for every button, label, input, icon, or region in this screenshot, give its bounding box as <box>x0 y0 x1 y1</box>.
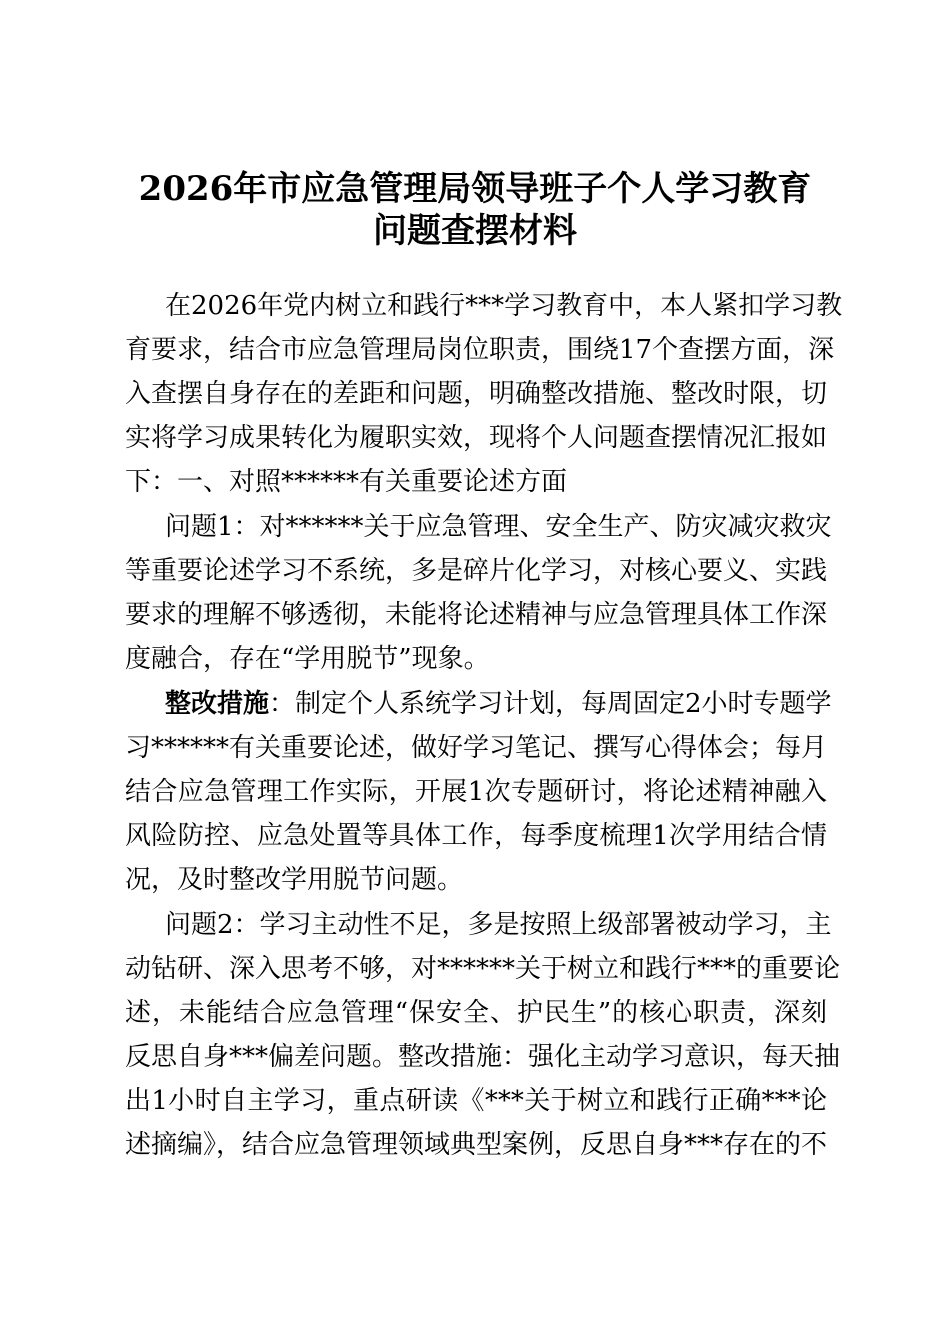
intro-paragraph <box>125 284 843 504</box>
text-line: 习******有关重要论述，做好学习笔记、撰写心得体会；每月 <box>125 733 828 763</box>
text-line: 入查摆自身存在的差距和问题，明确整改措施、整改时限，切 <box>125 379 828 409</box>
text-line: 风险防控、应急处置等具体工作，每季度梳理1次学用结合情 <box>125 821 827 851</box>
document-title-line-1: 2026年市应急管理局领导班子个人学习教育 <box>138 169 812 209</box>
text-line: 问题1：对******关于应急管理、安全生产、防灾减灾救灾 <box>165 512 832 542</box>
text-line: 下：一、对照******有关重要论述方面 <box>125 467 568 497</box>
bold-lead: 整改措施 <box>165 689 270 719</box>
text-line: 要求的理解不够透彻，未能将论述精神与应急管理具体工作深 <box>125 600 828 630</box>
text-line: 述，未能结合应急管理“保安全、护民生”的核心职责，深刻 <box>125 998 827 1028</box>
document-title-line-2: 问题查摆材料 <box>373 211 577 251</box>
text-line: 况，及时整改学用脱节问题。 <box>125 865 464 895</box>
text-line: 结合应急管理工作实际，开展1次专题研讨，将论述精神融入 <box>125 777 827 807</box>
text-line: 在2026年党内树立和践行***学习教育中，本人紧扣学习教 <box>165 291 843 321</box>
text-line: 实将学习成果转化为履职实效，现将个人问题查摆情况汇报如 <box>125 423 828 453</box>
text-line: 述摘编》，结合应急管理领域典型案例，反思自身***存在的不 <box>125 1130 828 1160</box>
text-line: 反思自身***偏差问题。整改措施：强化主动学习意识，每天抽 <box>125 1042 841 1072</box>
rectification-1-paragraph <box>125 682 832 902</box>
text-line: 度融合，存在“学用脱节”现象。 <box>125 644 490 674</box>
problem-2-paragraph <box>125 903 841 1167</box>
text-line: 出1小时自主学习，重点研读《***关于树立和践行正确***论 <box>125 1086 827 1116</box>
problem-1-paragraph <box>125 505 832 681</box>
document-body <box>125 284 843 1168</box>
text-line: 等重要论述学习不系统，多是碎片化学习，对核心要义、实践 <box>125 556 828 586</box>
text-line: 动钻研、深入思考不够，对******关于树立和践行***的重要论 <box>125 954 841 984</box>
text-line: 问题2：学习主动性不足，多是按照上级部署被动学习，主 <box>165 910 832 940</box>
text-segment: ：制定个人系统学习计划，每周固定2小时专题学 <box>269 689 832 719</box>
text-line <box>125 682 832 726</box>
text-line: 育要求，结合市应急管理局岗位职责，围绕17个查摆方面，深 <box>125 335 835 365</box>
